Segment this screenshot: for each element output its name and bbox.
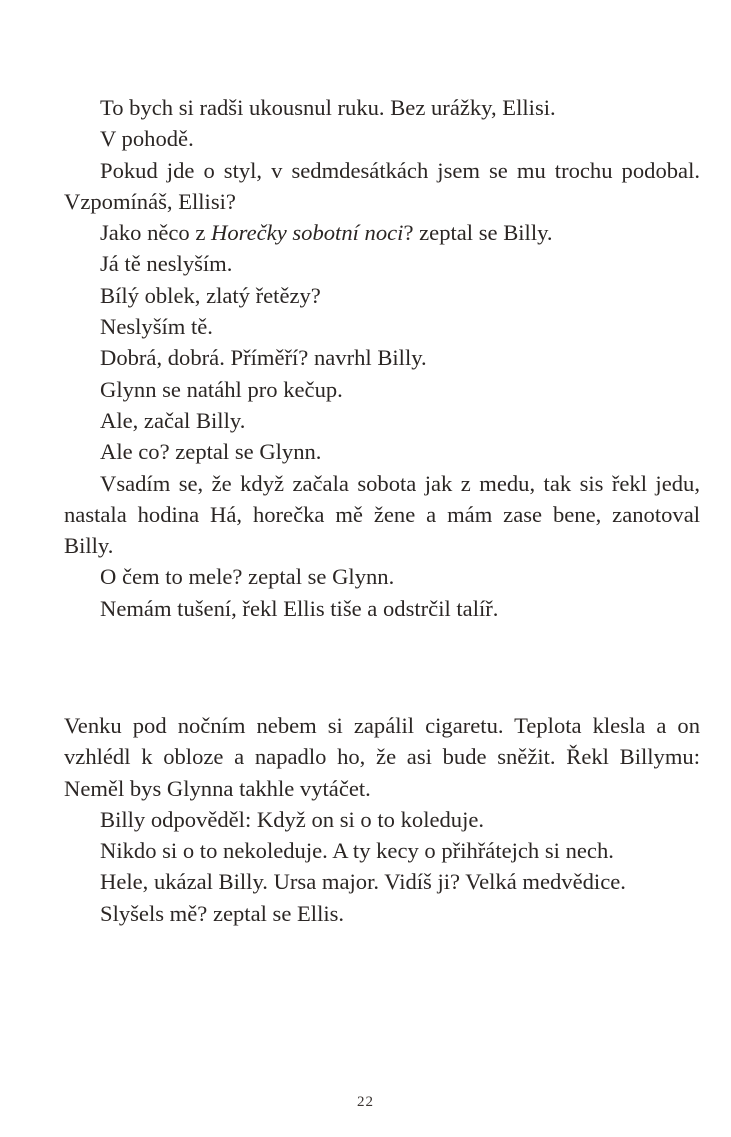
paragraph-text: ? zeptal se Billy. — [403, 220, 553, 246]
paragraph-with-title — [64, 217, 700, 248]
paragraph: Nikdo si o to nekoleduje. A ty kecy o přihřátejch si nech. — [100, 838, 614, 864]
page-number: 22 — [357, 1094, 374, 1110]
paragraph: To bych si radši ukousnul ruku. Bez urážky, Ellisi. — [100, 95, 556, 120]
dialogue-section — [64, 92, 700, 624]
film-title: Horečky sobotní noci — [211, 220, 404, 246]
paragraph: Nemám tušení, řekl Ellis tiše a odstrčil talíř. — [100, 595, 499, 621]
paragraph: V pohodě. — [100, 126, 194, 152]
paragraph: Hele, ukázal Billy. Ursa major. Vidíš ji? Velká medvědice. — [100, 869, 626, 895]
paragraph: Pokud jde o styl, v sedmdesátkách jsem se mu trochu podobal. Vzpomínáš, Ellisi? — [64, 157, 700, 214]
paragraph: Neslyším tě. — [100, 314, 213, 340]
paragraph: Já tě neslyším. — [100, 251, 233, 277]
paragraph: Ale, začal Billy. — [100, 407, 246, 433]
paragraph: O čem to mele? zeptal se Glynn. — [100, 564, 395, 590]
paragraph: Ale co? zeptal se Glynn. — [100, 439, 322, 465]
paragraph: Glynn se natáhl pro kečup. — [100, 376, 343, 402]
paragraph: Bílý oblek, zlatý řetězy? — [100, 282, 321, 308]
paragraph-text: Jako něco z — [100, 220, 212, 246]
paragraph: Venku pod nočním nebem si zapálil cigaretu. Teplota klesla a on vzhlédl k obloze a napadlo ho, že asi bude sněžit. Řekl Billymu: Neměl bys Glynna takhle vytáčet. — [64, 713, 700, 801]
paragraph: Slyšels mě? zeptal se Ellis. — [100, 900, 345, 926]
paragraph: Billy odpověděl: Když on si o to koleduje. — [100, 806, 485, 832]
paragraph: Dobrá, dobrá. Příměří? navrhl Billy. — [100, 345, 427, 371]
paragraph: Vsadím se, že když začala sobota jak z medu, tak sis řekl jedu, nastala hodina Há, horečka mě žene a mám zase bene, zanotoval Billy. — [64, 470, 700, 559]
narrative-section — [64, 710, 700, 929]
